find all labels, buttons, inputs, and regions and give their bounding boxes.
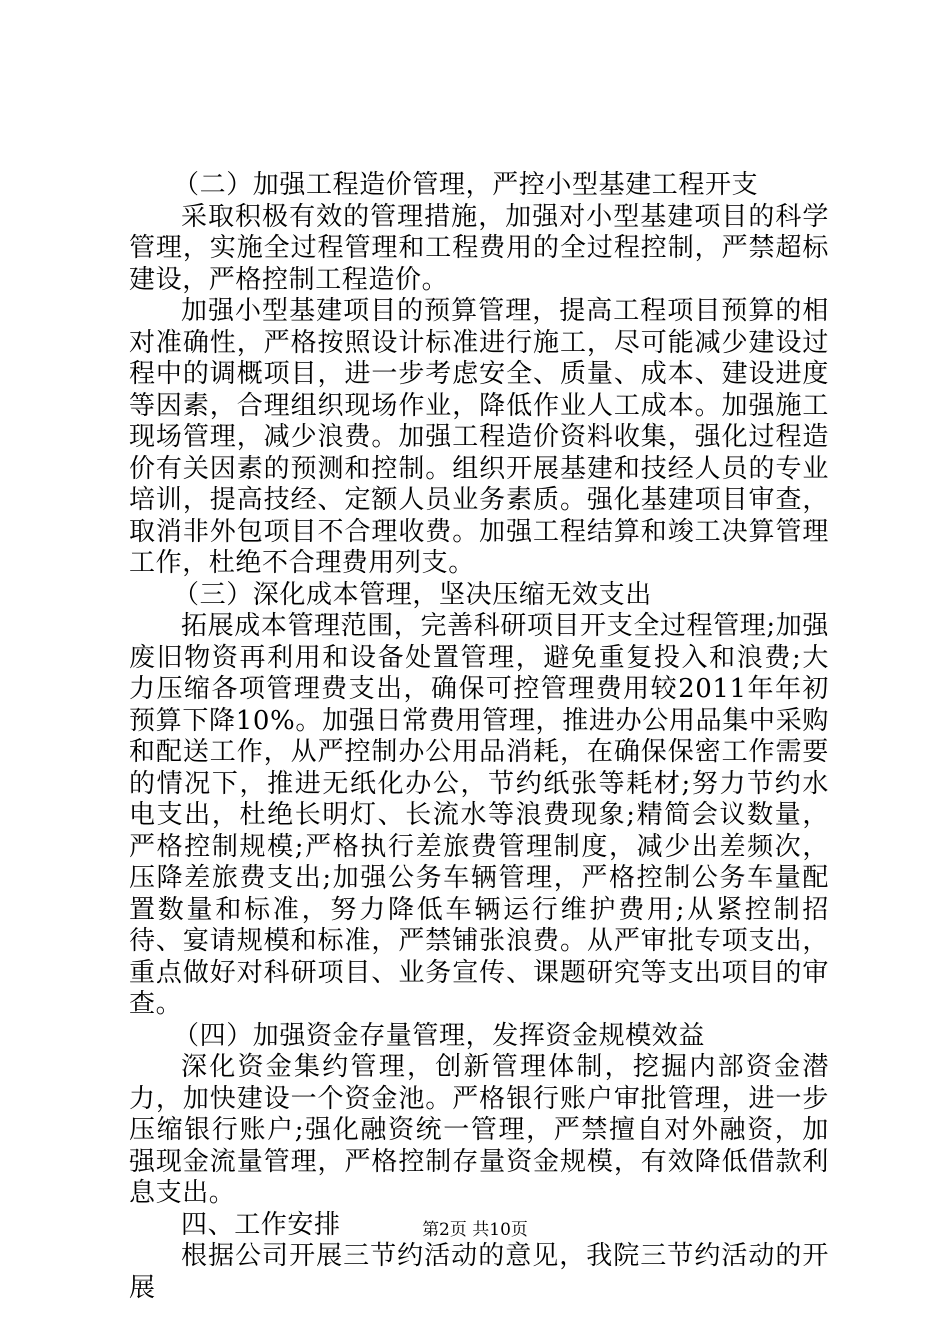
subsection-heading-3: （三）深化成本管理，坚决压缩无效支出 xyxy=(173,579,652,610)
paragraph: 拓展成本管理范围，完善科研项目开支全过程管理;加强废旧物资再利用和设备处置管理，避免重复投入和浪费;大力压缩各项管理费支出，确保可控管理费用较2011年年初预算下降10%。加强日常费用管理，推进办公用品集中采购和配送工作，从严控制办公用品消耗，在确保保密工作需要的情况下，推进无纸化办公，节约纸张等耗材;努力节约水电支出，杜绝长明灯、长流水等浪费现象;精简会议数量，严格控制规模;严格执行差旅费管理制度，减少出差频次，压降差旅费支出;加强公务车辆管理，严格控制公务车量配置数量和标准，努力降低车辆运行维护费用;从紧控制招待、宴请规模和标准，严禁铺张浪费。从严审批专项支出，重点做好对科研项目、业务宣传、课题研究等支出项目的审查。 xyxy=(129,611,829,1019)
paragraph: 采取积极有效的管理措施，加强对小型基建项目的科学管理，实施全过程管理和工程费用的全过程控制，严禁超标建设，严格控制工程造价。 xyxy=(129,201,829,295)
page-number-footer: 第2页 共10页 xyxy=(422,1220,528,1240)
document-body xyxy=(129,170,829,1304)
subsection-heading-4: （四）加强资金存量管理，发挥资金规模效益 xyxy=(173,1020,706,1051)
section-heading-work-arrangement: 四、工作安排 xyxy=(181,1209,341,1240)
subsection-heading-2: （二）加强工程造价管理，严控小型基建工程开支 xyxy=(173,170,759,200)
paragraph: 深化资金集约管理，创新管理体制，挖掘内部资金潜力，加快建设一个资金池。严格银行账户审批管理，进一步压缩银行账户;强化融资统一管理，严禁擅自对外融资，加强现金流量管理，严格控制存量资金规模，有效降低借款利息支出。 xyxy=(129,1052,829,1208)
paragraph: 根据公司开展三节约活动的意见，我院三节约活动的开展 xyxy=(129,1241,829,1303)
paragraph: 加强小型基建项目的预算管理，提高工程项目预算的相对准确性，严格按照设计标准进行施工，尽可能减少建设过程中的调概项目，进一步考虑安全、质量、成本、建设进度等因素，合理组织现场作业，降低作业人工成本。加强施工现场管理，减少浪费。加强工程造价资料收集，强化过程造价有关因素的预测和控制。组织开展基建和技经人员的专业培训，提高技经、定额人员业务素质。强化基建项目审查，取消非外包项目不合理收费。加强工程结算和竣工决算管理工作，杜绝不合理费用列支。 xyxy=(129,296,829,578)
